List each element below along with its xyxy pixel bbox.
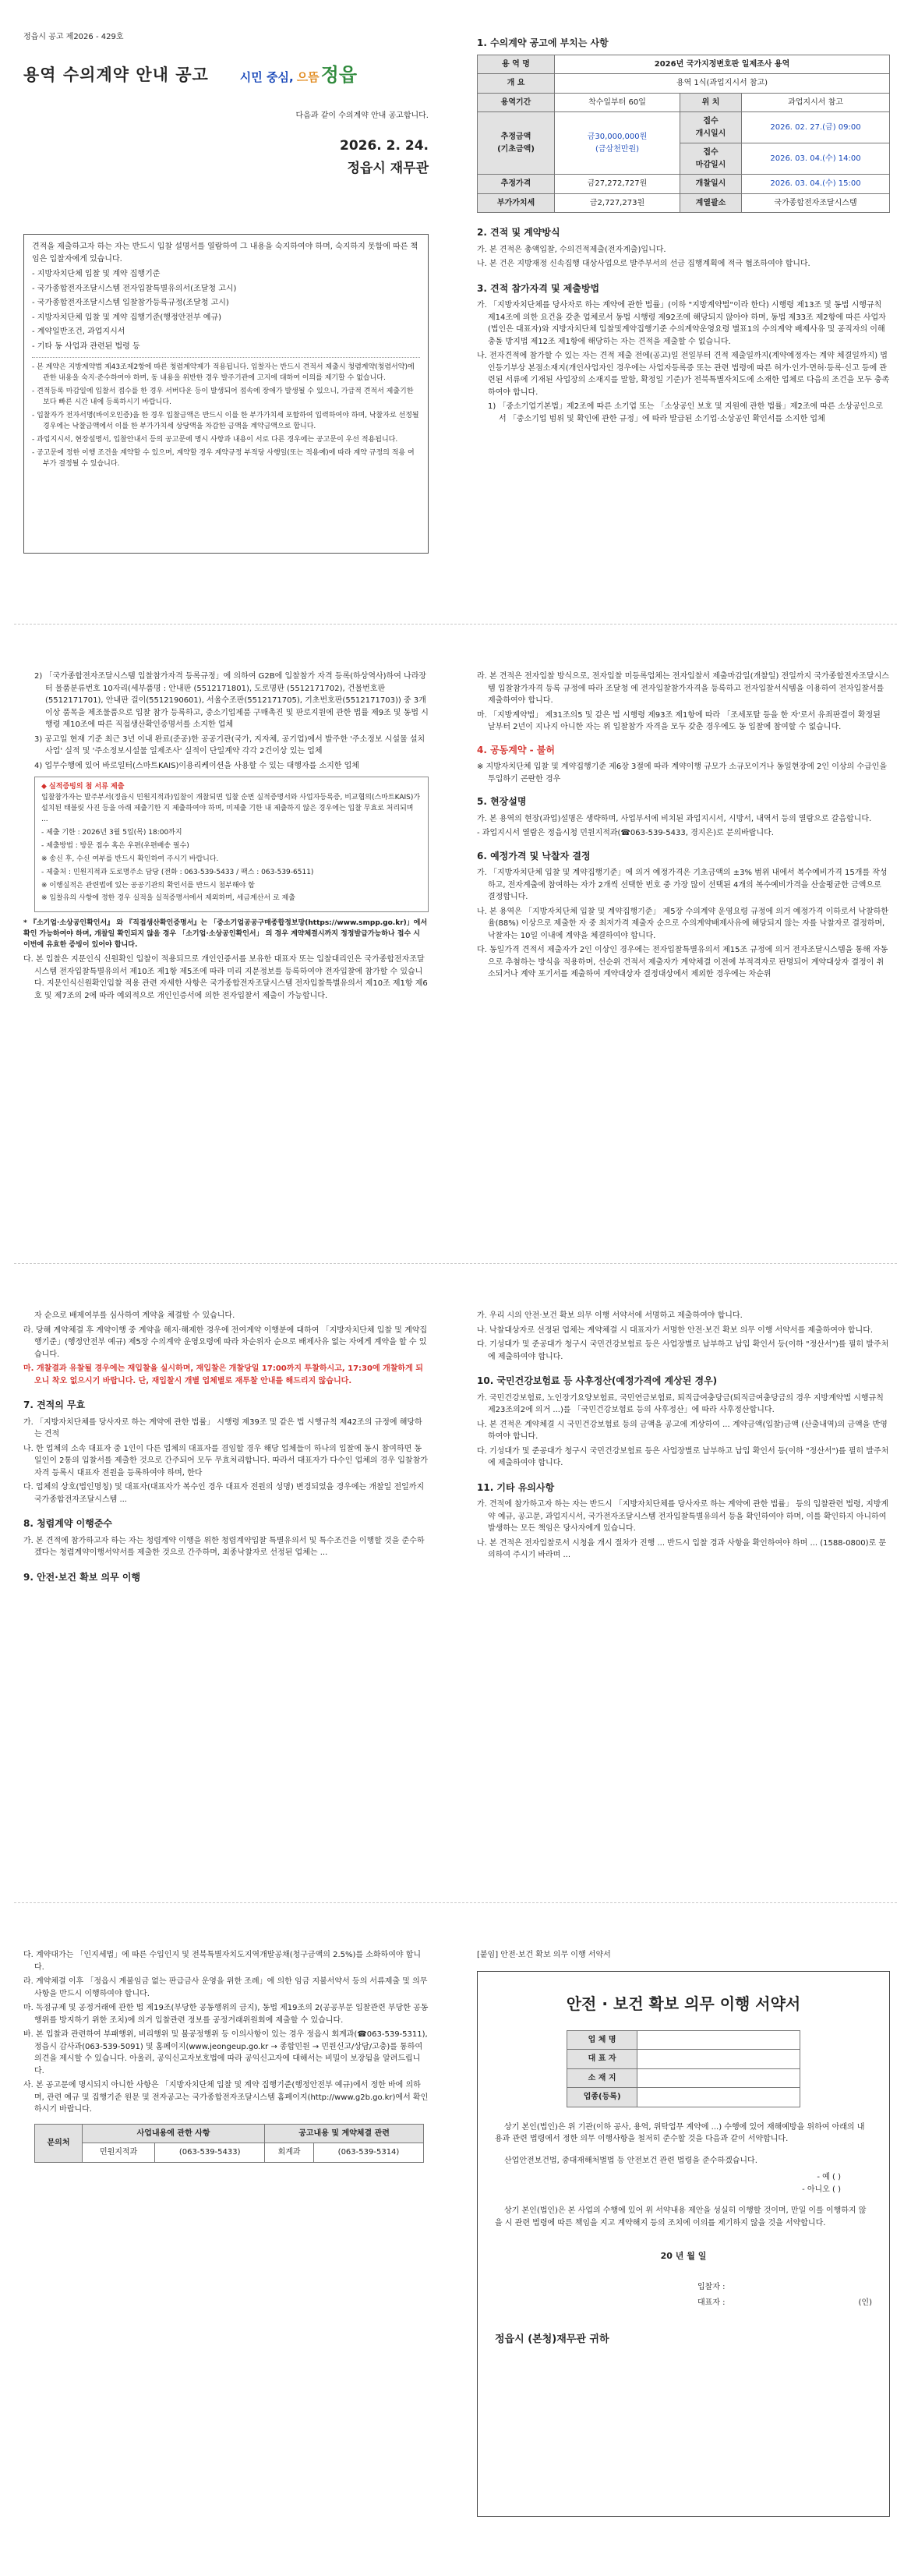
project-info-table	[477, 55, 890, 214]
sections-6-9	[23, 1310, 429, 1588]
section-3-subitem: 1) 「중소기업기본법」제2조에 따른 소기업 또는 「소상공인 보호 및 지원에 관한 법률」제2조에 따른 소상공인으로서 「중소기업 범위 및 확인에 관한 규정」에 따라 발급된 소기업·소상공인 확인서를 소지한 업체	[488, 402, 883, 423]
seal-mark: (인)	[858, 2298, 872, 2307]
section-8-body: 가. 본 견적에 참가하고자 하는 자는 청렴계약 이행을 위한 청렴계약입찰 특별유의서 및 특수조건을 이행할 것을 준수하겠다는 청렴계약이행서약서를 제출한 것으로 간주하며, 최종낙찰자로 선정된 업체는 ...	[23, 1536, 425, 1558]
evidence-notice-line: - 제출 기한 : 2026년 3월 5일(목) 18:00까지	[41, 828, 182, 837]
table-row: 접수 마감일시 2026. 03. 04.(수) 14:00	[478, 143, 890, 175]
section-3-continued	[23, 671, 429, 1004]
table-row: 용역기간 착수일부터 60일 위 치 과업지시서 참고	[478, 93, 890, 112]
notice-note: - 견적등록 마감일에 입찰서 접수를 한 경우 서버다운 등이 발생되어 접속에 장애가 발생될 수 있으니, 가급적 견적서 제출기한보다 빠른 시간 내에 등록하시기 바랍니다.	[32, 387, 414, 406]
section-1	[477, 31, 890, 427]
notice-item: - 국가종합전자조달시스템 입찰참가등록규정(조달청 고시)	[32, 299, 229, 307]
section-6-title: 6. 예정가격 및 낙찰자 결정	[477, 850, 591, 862]
section-11-item: 가. 견적에 참가하고자 하는 자는 반드시 「지방자치단체를 당사자로 하는 계약에 관한 법률」 등의 입찰관련 법령, 지방계약 예규, 공고문, 과업지시서, 국가전자조달시스템 전자입찰특별유의서 등을 확인하여야 하며, 이를 확인하지 아니하여 발생하는 모든 책임은 당사자에게 있습니다.	[477, 1500, 889, 1534]
attachment-label: [붙임] 안전·보건 확보 의무 이행 서약서	[477, 1951, 611, 1959]
table-row: 대 표 자	[567, 2050, 800, 2069]
section-10-item: 다. 기성대가 및 준공대가 청구시 국민건강보험료 등은 사업장별로 납부하고 납입 확인서 등(이하 "정산서")를 필히 발주처에 제출하여야 합니다.	[477, 1446, 889, 1468]
notice-item: - 지방자치단체 입찰 및 계약 집행기준	[32, 270, 161, 278]
evidence-submission-notice	[34, 777, 429, 912]
section-11-continued	[23, 1949, 429, 2163]
contact-table	[34, 2124, 424, 2163]
section-6-item: 나. 본 용역은 「지방자치단체 입찰 및 계약집행기준」 제5장 수의계약 운영요령 규정에 의거 예정가격 이하로서 낙찰하한율(88%) 이상으로 제출한 자 중 최저가격 제출자 순으로 수의계약배제사유에 해당되지 않는 자를 낙찰자로 결정하며, 낙찰자는 10일 이내에 계약을 체결하여야 합니다.	[477, 907, 889, 940]
representative-field[interactable]	[637, 2050, 800, 2069]
signer-line: 입찰자 :	[697, 2283, 726, 2292]
issue-date: 2026. 2. 24.	[339, 138, 429, 154]
pledge-date: 20 년 월 일	[660, 2251, 707, 2261]
section-6-continued: 자 순으로 배제여부를 심사하여 계약을 체결할 수 있습니다.	[34, 1311, 235, 1320]
section-1-title: 1. 수의계약 공고에 부치는 사항	[477, 37, 609, 48]
section-3-item: 가. 「지방자치단체를 당사자로 하는 계약에 관한 법률」(이하 "지방계약법"이라 한다) 시행령 제13조 및 동법 시행규칙 제14조에 의한 요건을 갖춘 업체로서 동법 시행령 제92조에 해당되지 않아야 하며, 동법 제33조 제2항에 따른 사업자(법인은 대표자)와 지방자치단체 입찰및계약집행기준 수의계약운영요령 별표1의 수의계약 배제사유 및 공직자의 이해충돌 방지법 제12조 제1항에 해당하는 자는 견적을 제출할 수 없습니다.	[477, 301, 886, 346]
section-8-title: 8. 청렴계약 이행준수	[23, 1518, 113, 1530]
section-6-item: 가. 「지방자치단체 입찰 및 계약집행기준」에 의거 예정가격은 기초금액의 ±3% 범위 내에서 복수예비가격 15개를 작성하고, 전자계출에 참여하는 자가 2개씩 선택한 번호 중 가장 많이 선택된 4개의 복수예비가격을 산술평균한 금액으로 결정합니다.	[477, 869, 888, 902]
table-row: 업 체 명	[567, 2030, 800, 2050]
company-name-field[interactable]	[637, 2030, 800, 2050]
section-3-subitem: 4) 업무수행에 있어 바로일터(스마트KAIS)이용리케이션을 사용할 수 있는 대행자를 소지한 업체	[34, 761, 359, 770]
notice-item: - 국가종합전자조달시스템 전자입찰특별유의서(조달청 고시)	[32, 284, 237, 293]
section-11-item: 나. 본 견적은 전자입찰로서 시청을 개시 절차가 진행 ... 반드시 입찰 경과 사항을 확인하여야 하며 ... (1588-0800)로 문의하여 주시기 바라며 ...	[477, 1538, 886, 1560]
section-10-item: 가. 국민건강보험료, 노인장기요양보험료, 국민연금보험료, 퇴직급여충당금(퇴직금여충당금의 경우 지방계약법 시행규칙 제23조의2에 의거 ...)를 「국민건강보험료 등의 사후정산」에 따라 사후정산합니다.	[477, 1393, 884, 1415]
evidence-notice-head: ◆ 실적증빙의 첨 서류 제출	[41, 783, 125, 791]
sections-4-6	[477, 671, 890, 983]
section-11-title: 11. 기타 유의사항	[477, 1481, 555, 1493]
section-2-title: 2. 견적 및 계약방식	[477, 227, 560, 239]
notice-item: - 기타 동 사업과 관련된 법령 등	[32, 341, 140, 351]
sections-9-11	[477, 1310, 890, 1564]
section-3-item: 라. 본 견적은 전자입찰 방식으로, 전자입찰 미등록업체는 전자입찰서 제출마감일(개찰일) 전일까지 국가종합전자조달시스템 입찰참가자격 등록 규정에 따라 조달청 에 전자입찰참가자격을 등록하고 전자입찰서식템을 이용하여 전자입찰서를 제출하여야 합니다.	[477, 672, 889, 705]
section-9-item: 다. 기성대가 및 준공대가 청구시 국민건강보험료 등은 사업장별로 납부하고 납입 확인서 등(이하 "정산서")를 필히 발주처에 제출하여야 합니다.	[477, 1340, 889, 1361]
table-row: 추정금액 (기초금액) 금30,000,000원 (금삼천만원) 접수 개시일시 2026. 02. 27.(금) 09:00	[478, 112, 890, 143]
section-3-title: 3. 견적 참가자격 및 제출방법	[477, 282, 600, 294]
section-3-item: 마. 「지방계약법」 제31조의5 및 같은 법 시행령 제93조 제1항에 따라 「조세포탈 등을 한 자'로서 유죄판결이 확정된 날부터 2년이 지나지 아니한 자는 위 입찰참가 자격을 모두 갖춘 경우에도 동 입찰에 참여할 수 없습니다.	[477, 710, 881, 731]
section-11-item: 사. 본 공고문에 명시되지 아니한 사항은 「지방자치단체 입찰 및 계약 집행기준(행정안전부 예규)에서 정한 바에 의하며, 관련 예규 및 집행기준 원문 및 전자공고는 국가종합전자조달시스템 홈페이지(http://www.g2b.go.kr)에서 확인하시기 바랍니다.	[23, 2081, 429, 2114]
company-info-table	[567, 2030, 800, 2107]
notice-lead: 견적을 제출하고자 하는 자는 반드시 입찰 설명서를 열람하여 그 내용을 숙지하여야 하며, 숙지하지 못함에 따른 책임은 입찰자에게 있습니다.	[32, 242, 418, 264]
section-7-item: 나. 한 업체의 소속 대표자 중 1인이 다른 업체의 대표자를 겸임할 경우 해당 업체들이 하나의 입찰에 동시 참여하면 동일인이 2통의 입찰서를 제출한 것으로 간주되어 모두 무효처리합니다. 따라서 대표자가 다수인 업체의 경우 입찰참가자격 등록시 대표자 전원을 등록하여야 하며, 한다	[23, 1444, 428, 1477]
section-5-title: 5. 현장설명	[477, 796, 527, 808]
table-row: 용 역 명 2026년 국가지정변호판 일제조사 용역	[478, 55, 890, 74]
slogan-part-c: 정읍	[320, 63, 358, 86]
notice-note: - 본 계약은 지방계약법 제43조제2항에 따른 청렴계약제가 적용됩니다. 입찰자는 반드시 견적서 제출시 청렴계약(청렴서약)에 관한 내용을 숙지·준수하여야 하며, 동 내용을 위반한 경우 발주기관에 고지에 대하여 이의를 제기할 수 없습니다.	[32, 363, 415, 382]
page-divider	[14, 624, 897, 625]
page-divider	[14, 1902, 897, 1903]
pledge-title: 안전 · 보건 확보 의무 이행 서약서	[566, 1994, 801, 2013]
notice-note: - 공고문에 정한 이행 조건을 계약할 수 있으며, 계약할 경우 계약규정 부적당 사행일(또는 적용예)에 따라 계약 규정의 적용 여부가 결정될 수 있습니다.	[32, 448, 415, 468]
notice-item: - 계약일반조건, 과업지시서	[32, 327, 125, 336]
header-block	[23, 31, 429, 179]
section-3-subitem: 2) 「국가종합전자조달시스템 입찰참가자격 등록규정」에 의하여 G2B에 입찰참가 자격 등록(하상역사)하여 나라장터 물품분류번호 10자리(세부품명 : 안내판 (5512171801), 도로명판 (5512171702), 건물번호판(5512171701), 안내판 걸이(5512190601), 서울수조판(5512171705), 기초번호판(5512171703)) 중 3개 이상 품목을 제조물품으로 입찰 참가 등록하고, 중소기업제품 구매촉진 및 판로지원에 관한 법률 제9조 및 동법 시행령 제10조에 따른 직접생산확인증명서를 소지한 업체	[34, 672, 429, 729]
issuer: 정읍시 재무관	[347, 160, 429, 176]
section-3-item: 다. 본 입찰은 지문인식 신원확인 입찰이 적용되므로 개인인증서를 보유한 대표자 또는 입찰대리인은 국가종합전자조달시스템 전자입찰특별유의서 제10조 제1항 제5조에 따라 미리 지문정보를 등록하여야 전자입찰에 참가할 수 있습니다. 지문인식신원확인입찰 적용 관련 자세한 사항은 국가종합전자조달시스템 전자입찰특별유의서 제10조 제1항 제6호 및 제7조의 2에 따라 예외적으로 개인인증서에 의한 전자입찰서 제출이 가능합니다.	[23, 955, 428, 1000]
pledge-no-option[interactable]: - 아니오 ( )	[802, 2185, 841, 2194]
section-9-item: 가. 우리 시의 안전·보건 확보 의무 이행 서약서에 서명하고 제출하여야 합니다.	[477, 1311, 743, 1320]
slogan-part-b: 으뜸	[296, 69, 320, 84]
section-10-item: 나. 본 견적은 계약체결 시 국민건강보험료 등의 금액을 공고에 계상하여 ... 계약금액(입찰)금액 (산출내역)의 금액을 반영하여야 합니다.	[477, 1420, 888, 1442]
section-6-item: 마. 개찰결과 유찰될 경우에는 재입찰을 실시하며, 재입찰은 개찰당일 17:00까지 투찰하시고, 17:30에 개찰하게 되오니 착오 없으시기 바랍니다. 단, 재입찰시 개별 업체별로 재투찰 안내를 해드리지 않습니다.	[23, 1364, 423, 1385]
pledge-form	[477, 1949, 890, 2517]
section-5-item: - 과업지시서 열람은 정읍시청 민원지적과(☎063-539-5433, 경지은)로 문의바랍니다.	[477, 829, 774, 838]
table-row: 소 재 지	[567, 2068, 800, 2088]
pledge-addressee: 정읍시 (본청)재무관 귀하	[495, 2334, 609, 2346]
section-7-item: 다. 업체의 상호(법인명칭) 및 대표자(대표자가 복수인 경우 대표자 전원의 성명) 변경되었을 경우에는 개찰일 전일까지 국가종합전자조달시스템 ...	[23, 1483, 425, 1504]
pledge-statement: 산업안전보건법, 중대재해처벌법 등 안전보건 관련 법령을 준수하겠습니다.	[504, 2156, 757, 2165]
section-6-item: 다. 동일가격 견적서 제출자가 2인 이상인 경우에는 전자입찰특별유의서 제15조 규정에 의거 전자조달시스템을 통해 자동으로 추첨하는 방식을 적용하며, 선순위 견적서 제출자가 계약체결 이전에 부적격자로 판명되어 계약대상자 결정이 취소되거나 계약 포기서를 제출하여 계약대상자 결정대상에서 제외한 경우에는 차순위	[477, 946, 888, 979]
section-11-item: 다. 계약대가는 「인지세법」에 따른 수입인지 및 전북특별자치도지역개발공채(청구금액의 2.5%)를 소화하여야 합니다.	[23, 1951, 422, 1972]
section-11-item: 라. 계약체결 이후 「정읍시 계불임금 없는 판급금사 운영을 위한 조례」에 의한 임금 지불서약서 등의 서류제출 및 의무사항을 반드시 이행하여야 합니다.	[23, 1977, 428, 1998]
section-7-item: 가. 「지방자치단체를 당사자로 하는 계약에 관한 법률」 시행령 제39조 및 같은 법 시행규칙 제42조의 규정에 해당하는 견적	[23, 1417, 422, 1439]
evidence-notice-line: ※ 입찰유의 사항에 정한 경우 실적을 실적증명서에서 제외하며, 세금계산서 로 제출	[41, 894, 295, 903]
section-11-item: 바. 본 입찰과 관련하여 부패행위, 비리행위 및 불공정행위 등 이의사항이 있는 경우 정읍시 회계과(☎063-539-5311), 정읍시 감사과(063-539-5091) 및 홈페이지(www.jeongeup.go.kr → 종합민원 → 민원신고/상담/고충)를 통하여 의견을 제시할 수 있습니다. 아울러, 공익신고자보호법에 따라 공익신고자에 대해서는 비밀이 보장됨을 알려드립니다.	[23, 2030, 428, 2075]
section-2-item: 나. 본 건은 지방재정 신속집행 대상사업으로 발주부서의 선금 집행계획에 적극 협조하여야 합니다.	[477, 260, 810, 269]
section-2-item: 가. 본 견적은 총액입찰, 수의견적제출(전자계출)입니다.	[477, 245, 666, 254]
section-5-item: 가. 본 용역의 현장(과업)설명은 생략하며, 사업부서에 비치된 과업지시서, 시방서, 내역서 등의 열람으로 갈음합니다.	[477, 814, 872, 823]
section-3-item: 나. 전자견적에 참가할 수 있는 자는 견적 제출 전에(공고)일 전일부터 견적 제출일까지(계약예정자는 계약 체결일까지) 법인등기부상 본점소재지(개인사업자인 경우에는 사업자등록증 또는 관련 법령에 따른 허가·인가·면허·등록·신고 등에 관련된 서류에 기재된 사업장의 소재지를 말함, 확정일 기준)가 전북특별자치도에 소재한 업체로 다음의 조건을 모두 충족하여야 합니다.	[477, 352, 890, 397]
notice-number: 정읍시 공고 제2026 - 429호	[23, 33, 124, 41]
table-row: 개 요 용역 1식(과업지시서 참고)	[478, 74, 890, 94]
section-7-title: 7. 견적의 무효	[23, 1399, 86, 1410]
intro-text: 다음과 같이 수의계약 안내 공고합니다.	[295, 111, 429, 120]
table-row: 민원지적과 (063-539-5433) 회계과 (063-539-5314)	[35, 2143, 424, 2163]
notice-box	[23, 234, 429, 554]
page-divider	[14, 1263, 897, 1264]
section-10-title: 10. 국민건강보험료 등 사후정산(예정가격에 계상된 경우)	[477, 1375, 718, 1386]
evidence-notice-line: - 제출방법 : 방문 접수 혹은 우편(우편배송 필수)	[41, 841, 189, 850]
notice-note: - 과업지시서, 현장설명서, 입찰안내서 등의 공고문에 명시 사항과 내용이 서로 다른 경우에는 공고문이 우선 적용됩니다.	[32, 435, 398, 444]
business-type-field[interactable]	[637, 2088, 800, 2107]
pledge-sheet	[477, 1971, 890, 2517]
pledge-closing: 상기 본인(법인)은 본 사업의 수행에 있어 위 서약내용 제안을 성실히 이행할 것이며, 만일 이를 이행하지 않을 시 관련 법령에 따른 책임을 지고 계약해지 등의 조치에 이의를 제기하지 않을 것을 서약합니다.	[495, 2206, 867, 2227]
section-4-title: 4. 공동계약 - 불허	[477, 744, 555, 755]
table-row: 추정가격 금27,272,727원 개찰일시 2026. 03. 04.(수) 15:00	[478, 175, 890, 194]
section-11-item: 마. 독점규제 및 공정거래에 관한 법 제19조(부당한 공동행위의 금지), 동법 제19조의 2(공공부문 입찰관련 부당한 공동행위를 방지하기 위한 조치)에 의거 입찰관련 정보를 공정거래위원회에 제출할 수 있습니다.	[23, 2004, 429, 2025]
address-field[interactable]	[637, 2068, 800, 2088]
table-row: 업종(등록)	[567, 2088, 800, 2107]
page-title: 용역 수의계약 안내 공고	[23, 65, 209, 84]
evidence-footnote: * 『소기업·소상공인확인서』 와 『직접생산확인증명서』는 「중소기업공공구매종합정보망(https://www.smpp.go.kr)」에서 확인 가능하여야 하며, 개찰일 확인되지 않을 경우 「소기업·소상공인확인서」 의 경우 계약체결시까지 정정발급가능하나 접수 시 이번에 유효한 증빙이 있어야 합니다.	[23, 919, 428, 950]
section-6-item: 라. 당해 계약체결 후 계약이행 중 계약을 해지·해제한 경우에 전여계약 이행분에 대하여 「지방자치단체 입찰 및 계약집행기준」(행정안전부 예규) 제5장 수의계약 운영요령에 따라 차순위자 순으로 배제사유 없는 자에게 계약을 할 수 있습니다.	[23, 1325, 428, 1359]
table-row: 부가가치세 금2,727,273원 계열괄소 국가종합전자조달시스템	[478, 193, 890, 213]
pledge-body: 상기 본인(법인)은 위 기관(이하 공사, 용역, 위탁업무 계약에 ...) 수행에 있어 재해예방을 위하여 아래의 내용과 관련 법령에서 정한 의무 이행사항을 철저히 준수할 것을 다음과 같이 서약합니다.	[495, 2122, 865, 2143]
pledge-yes-option[interactable]: - 예 ( )	[817, 2173, 841, 2181]
notice-item: - 지방자치단체 입찰 및 계약 집행기준(행정안전부 예규)	[32, 313, 222, 322]
slogan-part-a: 시민 중심,	[239, 69, 294, 84]
section-4-body: ※ 지방자치단체 입찰 및 계약집행기준 제6장 3절에 따라 계약이행 규모가 소규모이거나 동일현장에 2인 이상의 수급인을 투입하기 곤란한 경우	[477, 763, 887, 784]
section-9-title: 9. 안전·보건 확보 의무 이행	[23, 1571, 141, 1583]
evidence-notice-line: ※ 송신 후, 수신 여부를 반드시 확인하여 주시기 바랍니다.	[41, 855, 219, 863]
evidence-notice-line: ※ 이행실적은 관련법에 있는 공공기관의 확인서를 반드시 첨부해야 함	[41, 881, 255, 890]
evidence-notice-line: - 제출처 : 민원지적과 도로명주소 담당 (전화 : 063-539-5433 / 팩스 : 063-539-6511)	[41, 868, 314, 876]
evidence-notice-line: 입찰참가자는 발주부서(정읍시 민원지적과)입찰이 개찰되면 입찰 순번 실적증명서와 사업자등록증, 비교협의(스마트KAIS)가 설치된 태블릿 사진 등을 아래 제출기한 지 제출하여야 하며, 미제출 기한 내 제출하지 않은 경우에는 입찰 무효로 처리되며 ...	[41, 793, 421, 823]
section-3-subitem: 3) 공고일 현재 기준 최근 3년 이내 완료(준공)한 공공기관(국가, 지자체, 공기업)에서 발주한 '주소정보 시설물 설치사업' 실적 및 '주소정보시설물 일제조사' 실적이 단일계약 각각 2건이상 있는 업체	[34, 734, 425, 755]
section-9-item: 나. 낙찰대상자로 선정된 업체는 계약체결 시 대표자가 서명한 안전·보건 확보 의무 이행 서약서를 제출하여야 합니다.	[477, 1325, 874, 1335]
city-slogan-logo	[240, 61, 357, 90]
notice-note: - 입찰자가 전자서명(바이오인증)을 한 경우 입찰금액은 반드시 이를 한 부가가치세 포함하여 입력하여야 하며, 낙찰자로 선정될 경우에는 낙찰금액에서 이를 한 부가가치세 상당액을 차감한 금액을 계약금액으로 합니다.	[32, 411, 419, 430]
table-row: 문의처 사업내용에 관한 사항 공고내용 및 계약체결 관련	[35, 2124, 424, 2143]
signer-line: 대표자 : (인)	[697, 2297, 872, 2309]
